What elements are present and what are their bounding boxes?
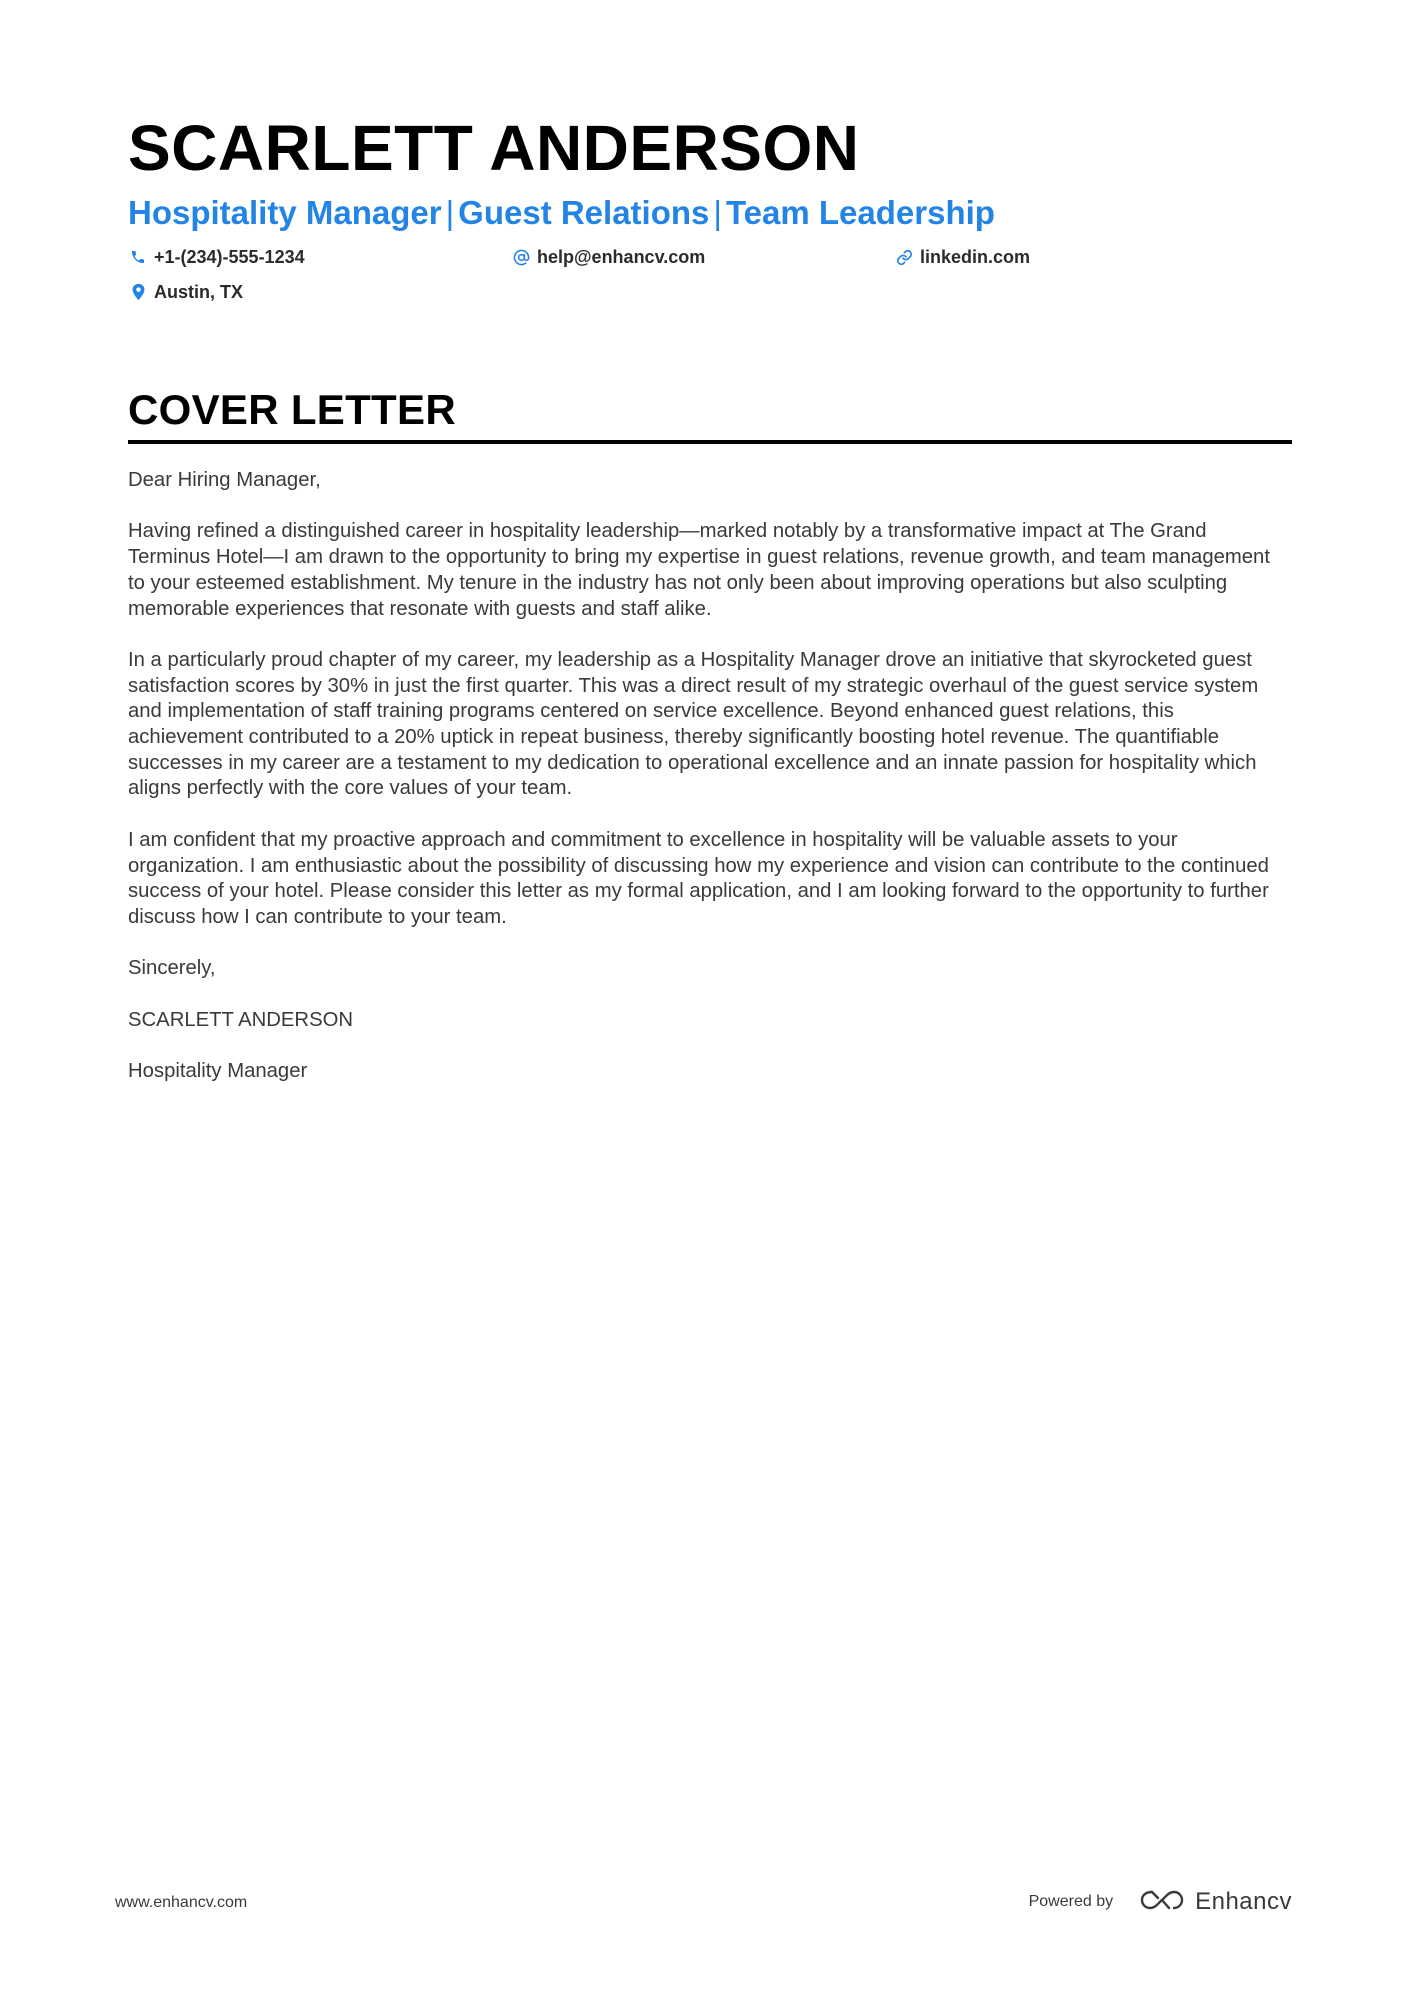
footer-branding[interactable] — [1029, 1882, 1292, 1922]
map-pin-icon — [128, 282, 148, 302]
phone-icon — [128, 247, 148, 267]
link-icon — [894, 247, 914, 267]
headline-separator: | — [445, 194, 455, 231]
headline — [128, 192, 1292, 234]
signature-title: Hospitality Manager — [128, 1060, 308, 1083]
phone-text: +1-(234)-555-1234 — [154, 246, 305, 267]
section-title: COVER LETTER — [128, 386, 456, 433]
footer-website[interactable]: www.enhancv.com — [115, 1894, 248, 1911]
email-text: help@enhancv.com — [537, 246, 706, 267]
letter-closing: Sincerely, — [128, 957, 216, 980]
enhancv-logo-icon — [1139, 1887, 1195, 1918]
contact-email[interactable] — [511, 244, 705, 270]
at-icon — [511, 247, 531, 267]
contact-info — [128, 244, 1292, 316]
letter-paragraph: In a particularly proud chapter of my career, my leadership as a Hospitality Manager drove an initiative that skyrocketed guest satisfaction scores by 30% in just the first quarter. This was a direct result of my strategic overhaul of the guest service system and implementation of staff training programs centered on service excellence. Beyond enhanced guest relations, this achievement contributed to a 20% uptick in repeat business, thereby significantly boosting hotel revenue. The quantifiable successes in my career are a testament to my dedication to operational excellence and an innate passion for hospitality which aligns perfectly with the core values of your team. — [128, 648, 1259, 800]
headline-separator: | — [713, 194, 722, 231]
link-text: linkedin.com — [920, 246, 1031, 267]
location-text: Austin, TX — [154, 281, 243, 302]
brand-name: Enhancv — [1195, 1888, 1292, 1915]
letter-paragraph: Having refined a distinguished career in hospitality leadership—marked notably by a transformative impact at The Grand Terminus Hotel—I am drawn to the opportunity to bring my expertise in guest relations, revenue growth, and team management to your esteemed establishment. My tenure in the industry has not only been about improving operations but also sculpting memorable experiences that resonate with guests and staff alike. — [128, 520, 1270, 620]
letter-paragraph: I am confident that my proactive approach and commitment to excellence in hospitality will be valuable assets to your organization. I am enthusiastic about the possibility of discussing how my experience and vision can contribute to the continued success of your hotel. Please consider this letter as my formal application, and I am looking forward to the opportunity to further discuss how I can contribute to your team. — [128, 828, 1269, 928]
headline-role: Hospitality Manager — [128, 194, 442, 231]
powered-by-text: Powered by — [1028, 1893, 1114, 1910]
candidate-name: SCARLETT ANDERSON — [128, 112, 860, 184]
signature-name: SCARLETT ANDERSON — [128, 1008, 354, 1031]
cover-letter-section — [128, 384, 1292, 1110]
resume-header — [128, 110, 1292, 316]
section-divider — [128, 440, 1292, 444]
contact-link[interactable] — [894, 244, 1030, 270]
headline-skill-1: Guest Relations — [458, 194, 710, 231]
contact-phone[interactable] — [128, 244, 305, 270]
letter-greeting: Dear Hiring Manager, — [128, 469, 321, 491]
headline-skill-2: Team Leadership — [725, 194, 995, 231]
letter-body — [128, 468, 1292, 1085]
contact-location — [128, 279, 243, 305]
